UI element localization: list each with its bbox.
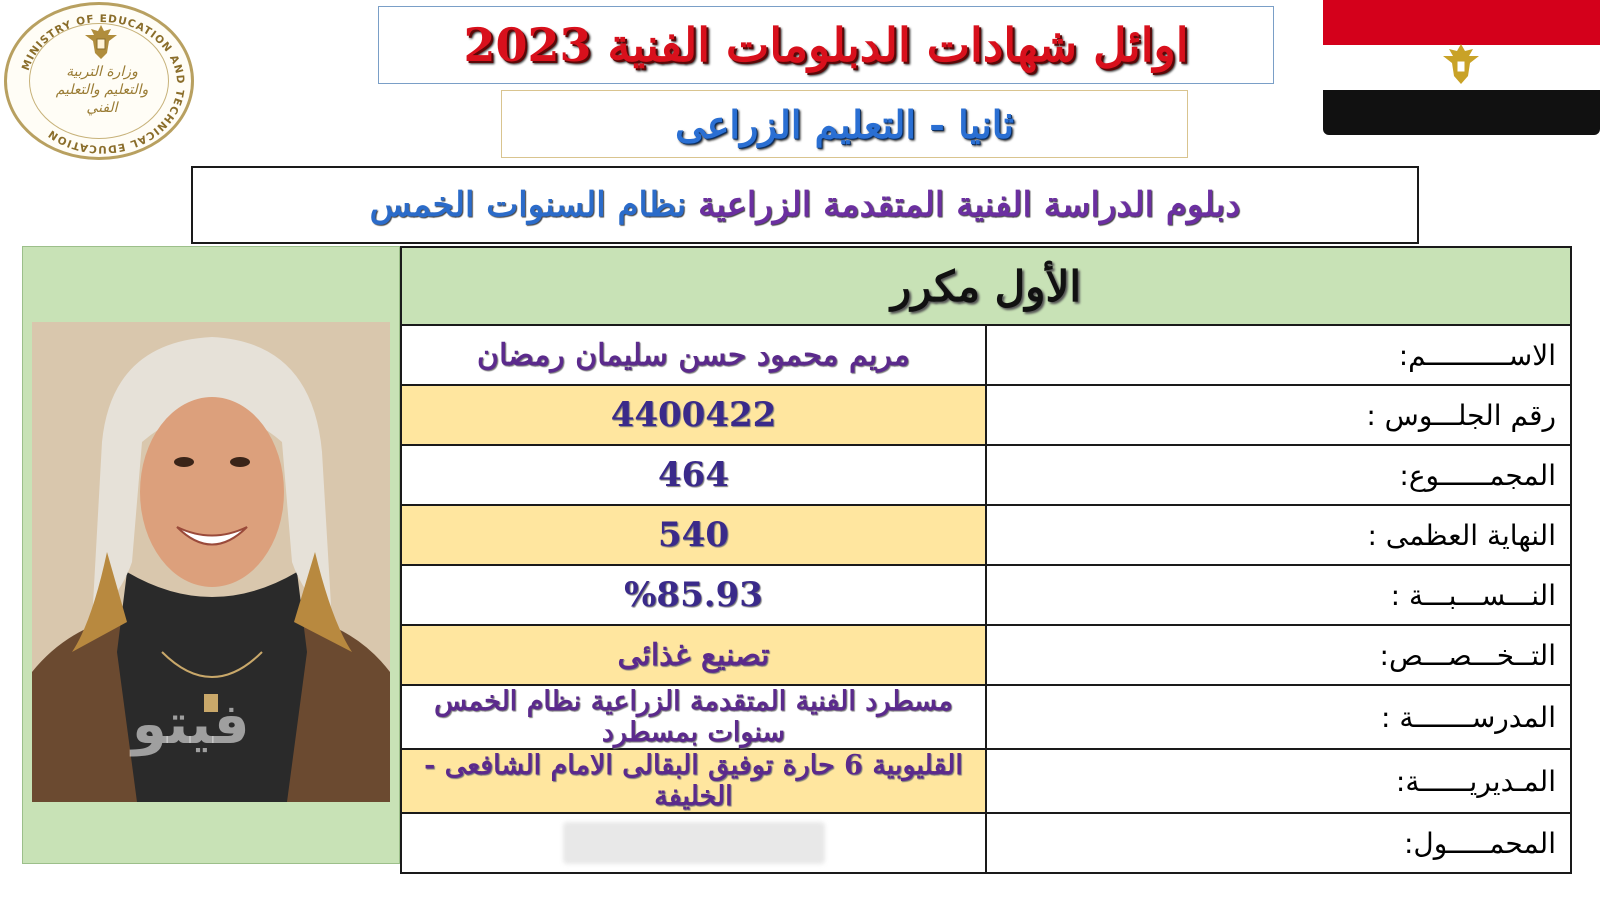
flag-red-stripe — [1323, 0, 1600, 45]
egypt-flag-icon — [1323, 0, 1600, 135]
photo-watermark: فيتو — [132, 692, 250, 757]
school-label: المدرســـــــة : — [986, 685, 1571, 749]
flag-black-stripe — [1323, 90, 1600, 135]
percentage-value: %85.93 — [401, 565, 986, 625]
flag-eagle-icon — [1441, 42, 1481, 88]
svg-text:MINISTRY OF EDUCATION AND TECH: MINISTRY OF EDUCATION AND TECHNICAL EDUCATION — [19, 12, 187, 156]
table-row — [401, 625, 1571, 685]
directorate-label: المـديريــــــة: — [986, 749, 1571, 813]
directorate-value: القليوبية 6 حارة توفيق البقالى الامام الشافعى - الخليفة — [401, 749, 986, 813]
rank-title: الأول مكرر — [401, 247, 1571, 325]
table-row — [401, 505, 1571, 565]
diploma-title-purple: دبلوم الدراسة الفنية المتقدمة الزراعية — [698, 185, 1241, 225]
ministry-seal — [4, 2, 194, 160]
max-score-label: النهاية العظمى : — [986, 505, 1571, 565]
diploma-title-blue: نظام السنوات الخمس — [369, 185, 687, 225]
table-row — [401, 385, 1571, 445]
total-score-value: 464 — [401, 445, 986, 505]
table-row — [401, 325, 1571, 385]
diploma-box — [191, 166, 1419, 244]
rank-row — [401, 247, 1571, 325]
table-row — [401, 749, 1571, 813]
results-table — [400, 246, 1572, 874]
percentage-label: النـــســـبـــة : — [986, 565, 1571, 625]
mobile-label: المحمـــــول: — [986, 813, 1571, 873]
student-photo — [32, 322, 390, 802]
subtitle-box — [501, 90, 1188, 158]
photo-panel — [22, 246, 400, 864]
page-title: اوائل شهادات الدبلومات الفنية 2023 — [463, 18, 1189, 72]
mobile-redacted — [563, 822, 825, 864]
table-row — [401, 565, 1571, 625]
name-label: الاســــــــــم: — [986, 325, 1571, 385]
seal-arabic-text: وزارة التربية والتعليم والتعليم الفني — [55, 64, 149, 116]
mobile-value — [401, 813, 986, 873]
table-row — [401, 813, 1571, 873]
specialization-value: تصنيع غذائى — [401, 625, 986, 685]
specialization-label: التــخـــصـــص: — [986, 625, 1571, 685]
diploma-title — [370, 185, 1241, 225]
page-subtitle: ثانيا - التعليم الزراعى — [675, 101, 1014, 147]
total-score-label: المجمــــــوع: — [986, 445, 1571, 505]
ministry-eagle-seal-icon — [81, 23, 121, 61]
table-row — [401, 685, 1571, 749]
seat-number-value: 4400422 — [401, 385, 986, 445]
main-title-box — [378, 6, 1274, 84]
name-value: مريم محمود حسن سليمان رمضان — [401, 325, 986, 385]
seat-number-label: رقم الجلـــوس : — [986, 385, 1571, 445]
max-score-value: 540 — [401, 505, 986, 565]
table-row — [401, 445, 1571, 505]
school-value: مسطرد الفنية المتقدمة الزراعية نظام الخمس سنوات بمسطرد — [401, 685, 986, 749]
